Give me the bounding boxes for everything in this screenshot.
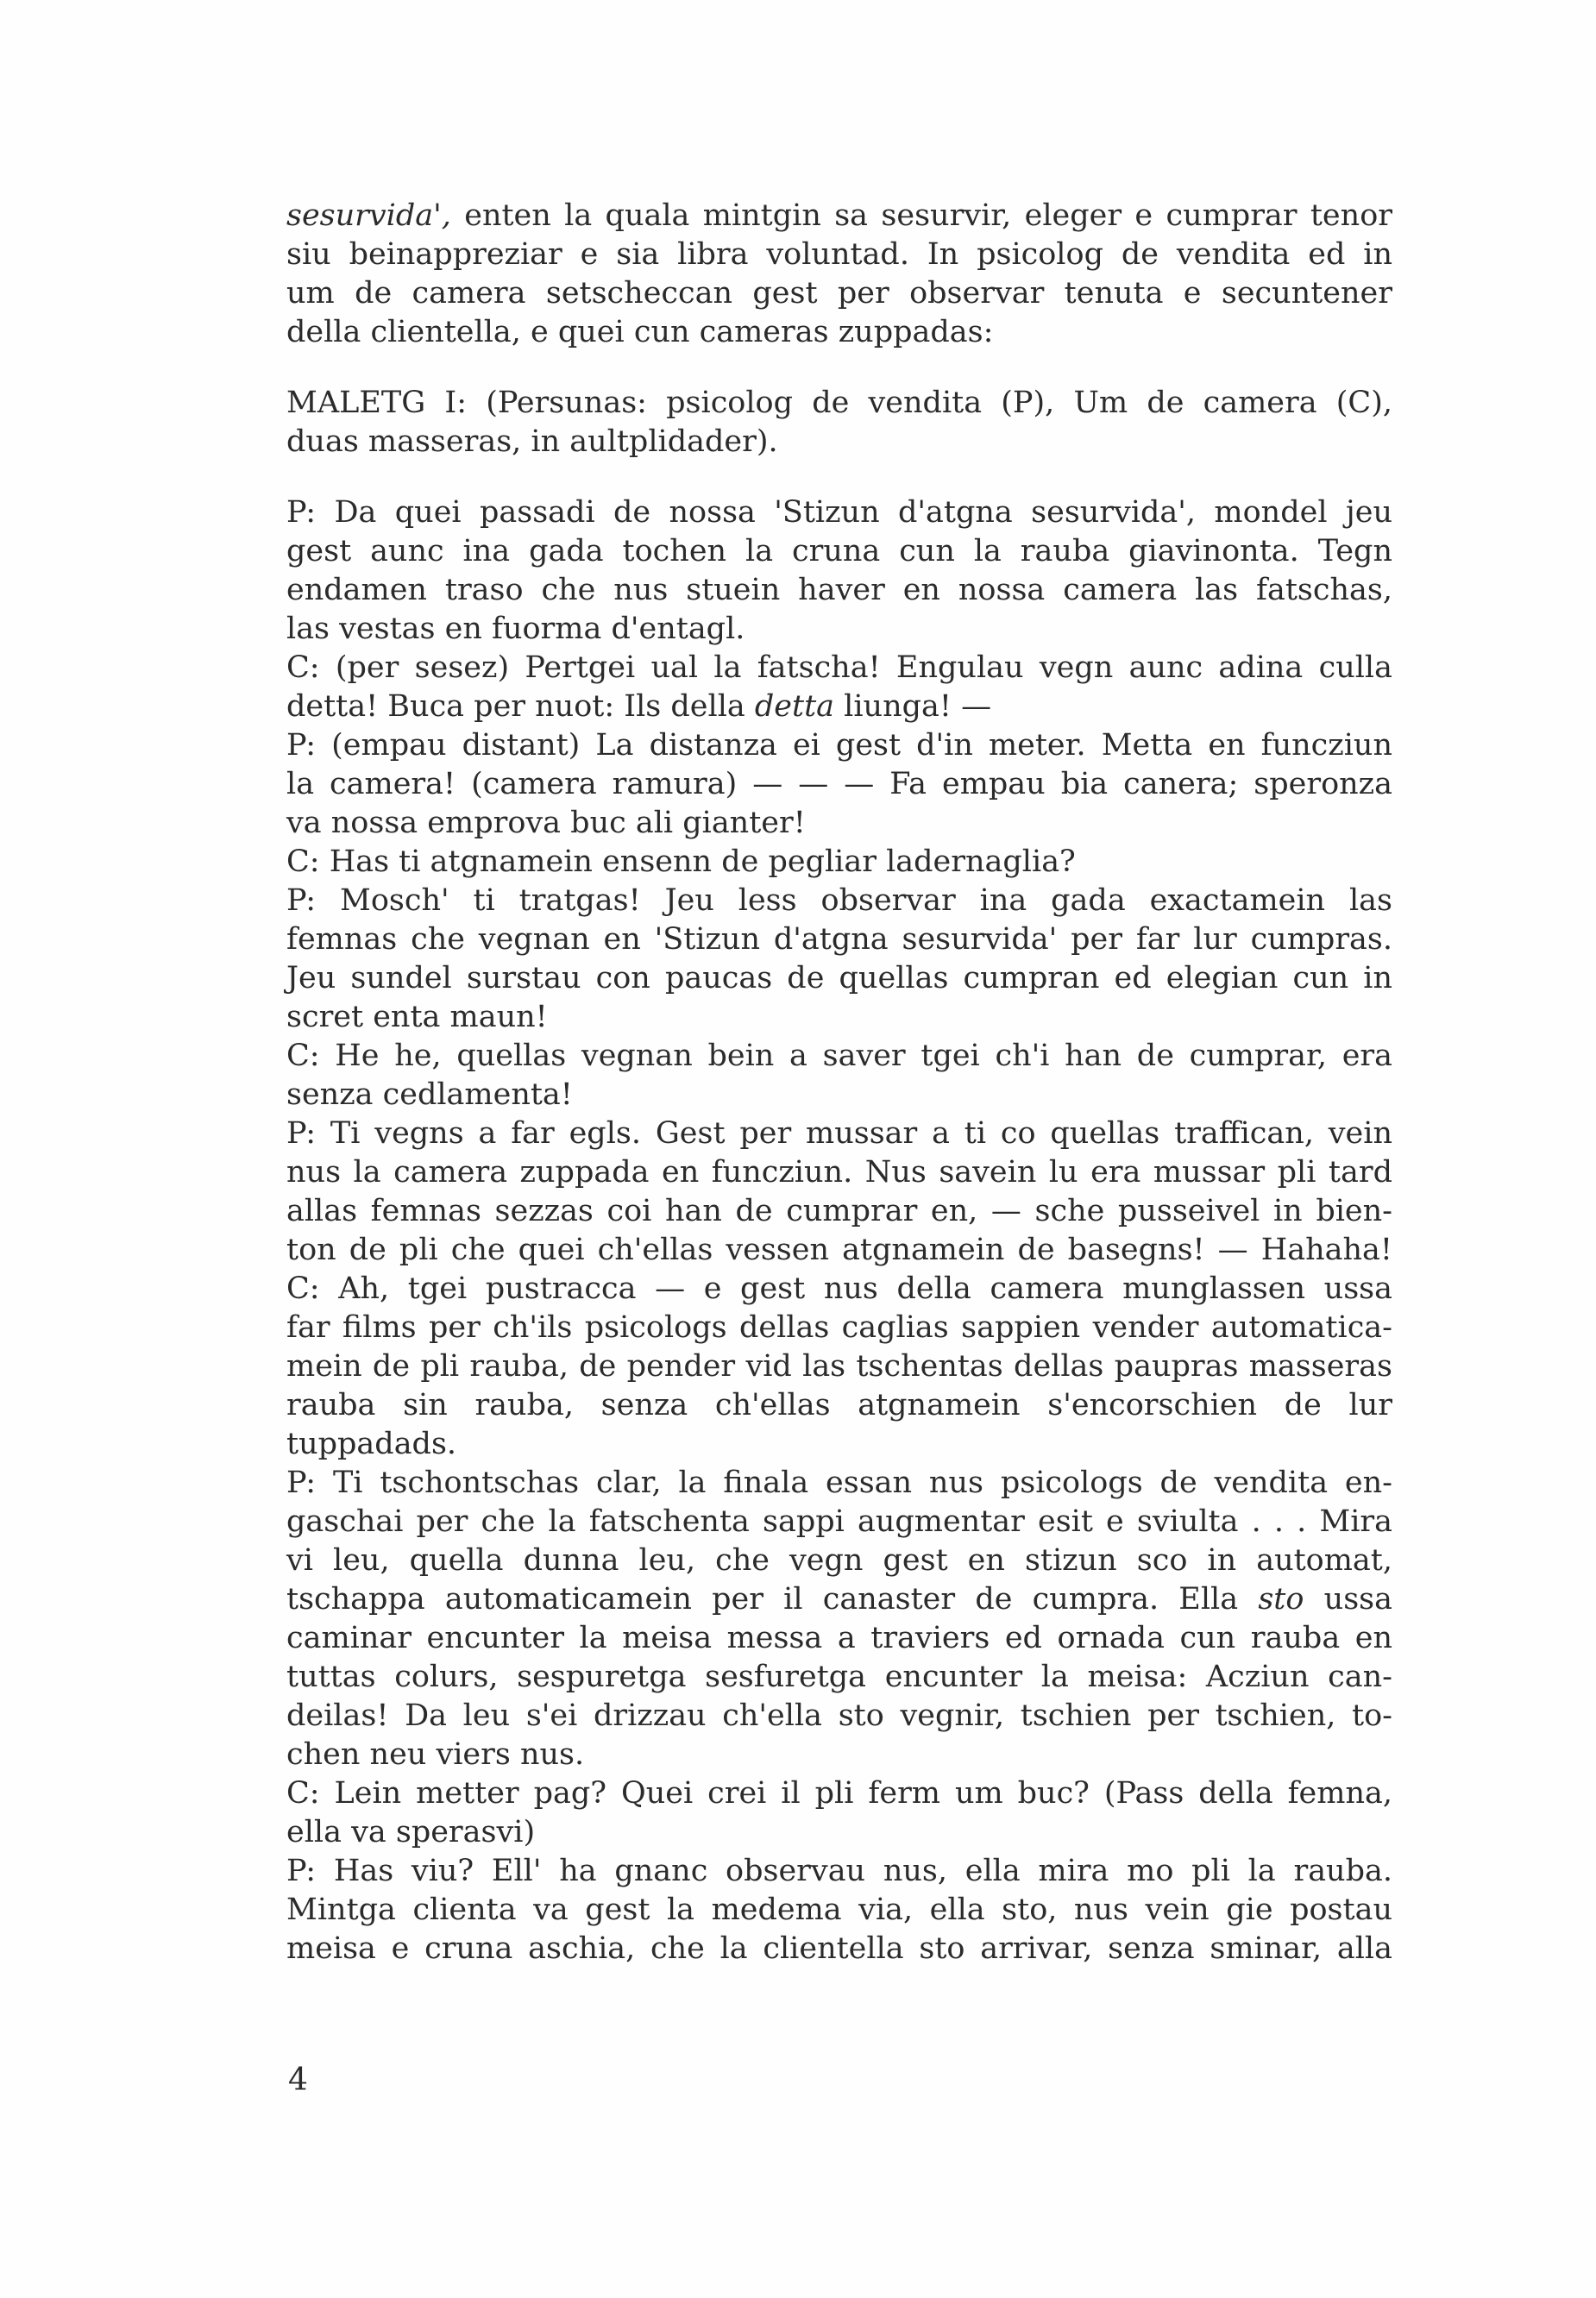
text-line [286, 1464, 1392, 1503]
text-run: gest aunc ina gada tochen la cruna cun la rauba giavinonta. Tegn [286, 534, 1392, 568]
text-run: C: Lein metter pag? Quei crei il pli ferm um buc? (Pass della femna, [286, 1776, 1392, 1811]
text-line [286, 1541, 1392, 1580]
text-run: siu beinappreziar e sia libra voluntad. In psicolog de vendita ed in [286, 237, 1392, 272]
text-line [286, 1076, 1392, 1114]
text-run: Mintga clienta va gest la medema via, ella sto, nus vein gie postau [286, 1893, 1392, 1927]
text-line [286, 1736, 1392, 1774]
text-line [286, 1503, 1392, 1541]
text-run: va nossa emprova buc ali gianter! [286, 806, 806, 840]
text-line [286, 1037, 1392, 1076]
text-line [286, 1192, 1392, 1231]
text-run: chen neu viers nus. [286, 1737, 585, 1772]
text-run: C: (per sesez) Pertgei ual la fatscha! Engulau vegn aunc adina culla [286, 650, 1392, 685]
text-run: ton de pli che quei ch'ellas vessen atgnamein de basegns! — Hahaha! [286, 1233, 1392, 1267]
text-line [286, 1114, 1392, 1153]
text-run: della clientella, e quei cun cameras zuppadas: [286, 315, 994, 349]
text-line [286, 1270, 1392, 1309]
text-line [286, 1930, 1392, 1968]
text-run: tschappa automaticamein per il canaster de cumpra. Ella [286, 1582, 1259, 1617]
italic-run: sto [1258, 1582, 1304, 1617]
text-line [286, 920, 1392, 959]
text-run: C: Ah, tgei pustracca — e gest nus della camera munglassen ussa [286, 1271, 1392, 1306]
text-line [286, 998, 1392, 1037]
text-run: MALETG I: (Persunas: psicolog de vendita (P), Um de camera (C), [286, 386, 1392, 420]
text-line [286, 1697, 1392, 1736]
text-run: femnas che vegnan en 'Stizun d'atgna sesurvida' per far lur cumpras. [286, 922, 1392, 957]
italic-run: sesurvida', [286, 198, 451, 233]
text-line [286, 1891, 1392, 1930]
text-run: duas masseras, in aultplidader). [286, 424, 778, 459]
text-run: meisa e cruna aschia, che la clientella sto arrivar, senza sminar, alla [286, 1931, 1392, 1966]
text-run: Jeu sundel surstau con paucas de quellas cumpran ed elegian cun in [286, 961, 1392, 995]
text-run: tuttas colurs, sespuretga sesfuretga encunter la meisa: Acziun can- [286, 1660, 1392, 1694]
text-line [286, 1774, 1392, 1813]
text-line [286, 1347, 1392, 1386]
text-run: scret enta maun! [286, 1000, 548, 1034]
text-line [286, 532, 1392, 571]
text-line [286, 959, 1392, 998]
text-run: C: Has ti atgnamein ensenn de pegliar ladernaglia? [286, 844, 1076, 879]
text-line [286, 235, 1392, 274]
text-line [286, 1425, 1392, 1464]
body-text [286, 197, 1392, 1968]
text-line [286, 197, 1392, 235]
text-line [286, 571, 1392, 610]
text-run: P: Da quei passadi de nossa 'Stizun d'atgna sesurvida', mondel jeu [286, 495, 1392, 530]
text-run: deilas! Da leu s'ei drizzau ch'ella sto vegnir, tschien per tschien, to- [286, 1698, 1392, 1733]
text-run: gaschai per che la fatschenta sappi augmentar esit e sviulta . . . Mira [286, 1504, 1392, 1539]
text-run: liunga! — [834, 689, 992, 724]
text-line [286, 843, 1392, 882]
text-run: detta! Buca per nuot: Ils della [286, 689, 755, 724]
text-line [286, 1852, 1392, 1891]
italic-run: detta [754, 689, 835, 724]
text-run: la camera! (camera ramura) — — — Fa empau bia canera; speronza [286, 767, 1392, 801]
text-run: enten la quala mintgin sa sesurvir, eleger e cumprar tenor [450, 198, 1392, 233]
text-line [286, 1153, 1392, 1192]
text-run: um de camera setscheccan gest per observar tenuta e secuntener [286, 276, 1392, 311]
text-run: P: Ti vegns a far egls. Gest per mussar a ti co quellas traffican, vein [286, 1116, 1392, 1151]
text-run: P: Has viu? Ell' ha gnanc observau nus, ella mira mo pli la rauba. [286, 1854, 1392, 1888]
text-run: mein de pli rauba, de pender vid las tschentas dellas paupras masseras [286, 1349, 1392, 1384]
text-run: far films per ch'ils psicologs dellas caglias sappien vender automatica- [286, 1310, 1392, 1345]
text-line [286, 610, 1392, 649]
text-run: P: Ti tschontschas clar, la finala essan nus psicologs de vendita en- [286, 1466, 1392, 1500]
text-line [286, 765, 1392, 804]
text-line [286, 274, 1392, 313]
text-run: las vestas en fuorma d'entagl. [286, 612, 745, 646]
text-line [286, 1231, 1392, 1270]
text-line [286, 1658, 1392, 1697]
text-run: ussa [1304, 1582, 1392, 1617]
text-run: tuppadads. [286, 1427, 457, 1461]
text-run: senza cedlamenta! [286, 1077, 573, 1112]
text-line [286, 313, 1392, 352]
text-line [286, 882, 1392, 920]
text-run: C: He he, quellas vegnan bein a saver tgei ch'i han de cumprar, era [286, 1039, 1392, 1073]
text-run: caminar encunter la meisa messa a traviers ed ornada cun rauba en [286, 1621, 1392, 1655]
text-line [286, 1386, 1392, 1425]
text-run: P: Mosch' ti tratgas! Jeu less observar ina gada exactamein las [286, 883, 1392, 918]
text-line [286, 1309, 1392, 1347]
text-line [286, 726, 1392, 765]
text-line [286, 493, 1392, 532]
text-run: ella va sperasvi) [286, 1815, 536, 1849]
text-line [286, 1813, 1392, 1852]
text-run: rauba sin rauba, senza ch'ellas atgnamein s'encorschien de lur [286, 1388, 1392, 1422]
text-line [286, 688, 1392, 726]
text-run: P: (empau distant) La distanza ei gest d'in meter. Metta en funcziun [286, 728, 1392, 763]
text-line [286, 1619, 1392, 1658]
page-number: 4 [288, 2063, 308, 2098]
text-run: vi leu, quella dunna leu, che vegn gest en stizun sco in automat, [286, 1543, 1392, 1578]
text-line [286, 804, 1392, 843]
text-run: nus la camera zuppada en funcziun. Nus savein lu era mussar pli tard [286, 1155, 1392, 1190]
text-run: allas femnas sezzas coi han de cumprar en, — sche pusseivel in bien- [286, 1194, 1392, 1228]
text-line [286, 649, 1392, 688]
text-line [286, 423, 1392, 461]
text-line [286, 1580, 1392, 1619]
text-run: endamen traso che nus stuein haver en nossa camera las fatschas, [286, 573, 1392, 607]
text-line [286, 384, 1392, 423]
